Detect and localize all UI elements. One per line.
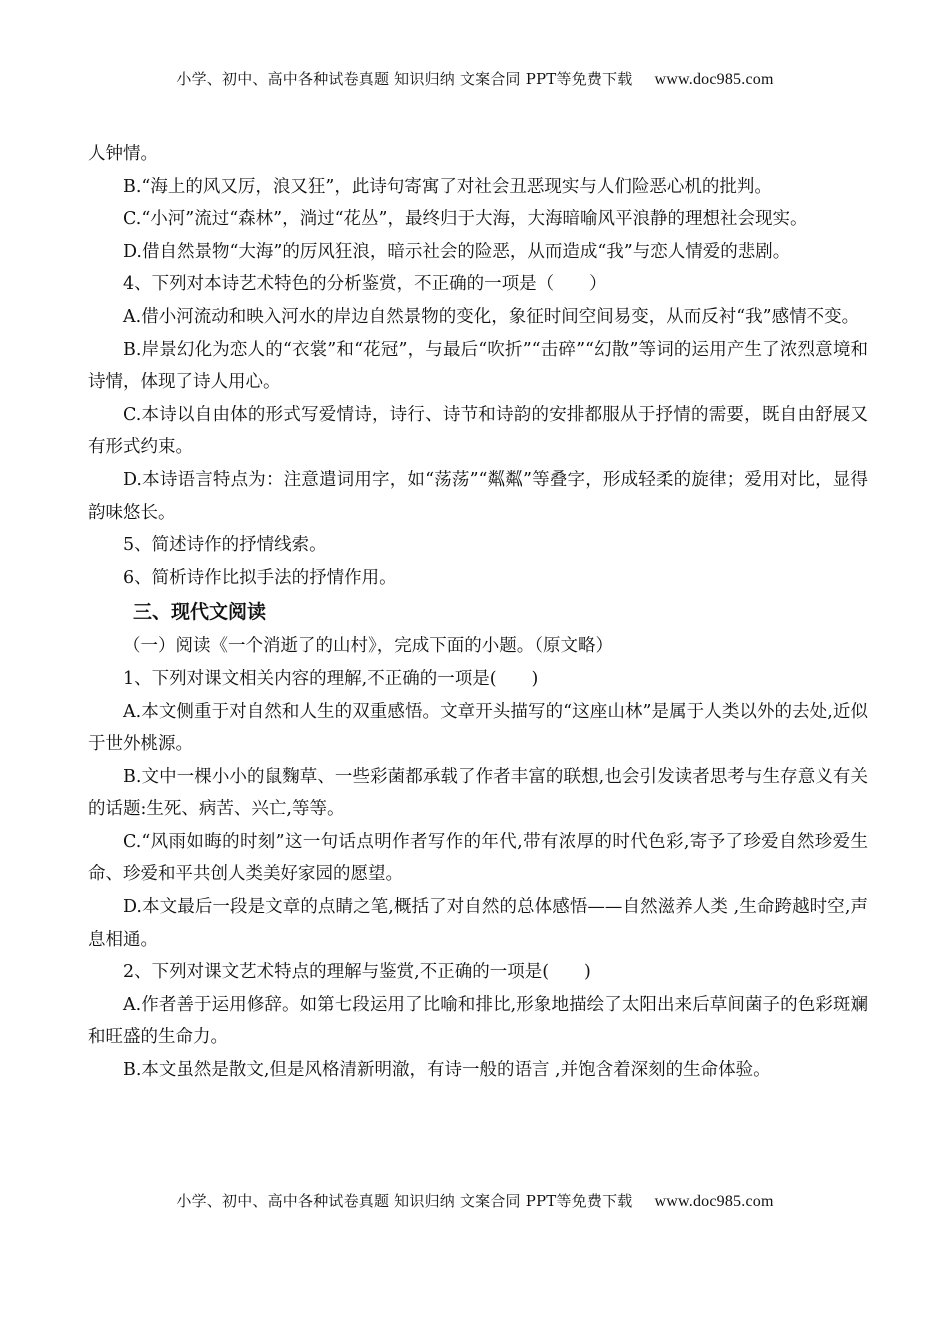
paragraph-line: C.本诗以自由体的形式写爱情诗，诗行、诗节和诗韵的安排都服从于抒情的需要，既自由舒展又有形式约束。	[88, 404, 868, 458]
footer-text: 小学、初中、高中各种试卷真题 知识归纳 文案合同 PPT等免费下载	[176, 1192, 633, 1210]
header-text: 小学、初中、高中各种试卷真题 知识归纳 文案合同 PPT等免费下载	[176, 70, 633, 88]
page-footer	[0, 1190, 950, 1211]
footer-url: www.doc985.com	[654, 1193, 774, 1210]
section-heading: 三、现代文阅读	[133, 601, 267, 624]
paragraph-line: B.“海上的风又厉，浪又狂”，此诗句寄寓了对社会丑恶现实与人们险恶心机的批判。	[123, 176, 772, 197]
question-5: 5、简述诗作的抒情线索。	[123, 535, 327, 556]
header-url: www.doc985.com	[654, 71, 774, 88]
paragraph-line: D.本文最后一段是文章的点睛之笔,概括了对自然的总体感悟——自然滋养人类 ,生命跨越时空,声息相通。	[88, 897, 868, 950]
paragraph-line: A.作者善于运用修辞。如第七段运用了比喻和排比,形象地描绘了太阳出来后草间菌子的色彩斑斓和旺盛的生命力。	[88, 994, 868, 1048]
question-6: 6、简析诗作比拟手法的抒情作用。	[123, 567, 397, 588]
paragraph-line: D.本诗语言特点为：注意遣词用字，如“荡荡”“粼粼”等叠字，形成轻柔的旋律；爱用对比，显得韵味悠长。	[88, 469, 868, 523]
document-body	[88, 138, 868, 1087]
paragraph-line: B.文中一棵小小的鼠麴草、一些彩菌都承载了作者丰富的联想,也会引发读者思考与生存意义有关的话题:生死、病苦、兴亡,等等。	[88, 766, 868, 820]
page-header	[0, 68, 950, 89]
paragraph-line: D.借自然景物“大海”的厉风狂浪，暗示社会的险恶，从而造成“我”与恋人情爱的悲剧。	[123, 241, 791, 262]
question-2: 2、下列对课文艺术特点的理解与鉴赏,不正确的一项是( )	[123, 962, 591, 983]
question-4: 4、下列对本诗艺术特色的分析鉴赏，不正确的一项是（ ）	[123, 274, 607, 295]
paragraph-line: A.本文侧重于对自然和人生的双重感悟。文章开头描写的“这座山林”是属于人类以外的去处,近似于世外桃源。	[88, 701, 868, 755]
question-1: 1、下列对课文相关内容的理解,不正确的一项是( )	[123, 668, 539, 689]
paragraph-line: B.岸景幻化为恋人的“衣裳”和“花冠”，与最后“吹折”“击碎”“幻散”等词的运用产生了浓烈意境和诗情，体现了诗人用心。	[88, 339, 868, 393]
paragraph-line: C.“小河”流过“森林”，淌过“花丛”，最终归于大海，大海暗喻风平浪静的理想社会现实。	[123, 209, 808, 230]
paragraph-line: B.本文虽然是散文,但是风格清新明澈，有诗一般的语言 ,并饱含着深刻的生命体验。	[123, 1060, 771, 1081]
paragraph-line: C.“风雨如晦的时刻”这一句话点明作者写作的年代,带有浓厚的时代色彩,寄予了珍爱自然珍爱生命、珍爱和平共创人类美好家园的愿望。	[88, 831, 868, 885]
reading-intro: （一）阅读《一个消逝了的山村》，完成下面的小题。（原文略）	[123, 636, 613, 657]
paragraph-line: A.借小河流动和映入河水的岸边自然景物的变化，象征时间空间易变，从而反衬“我”感情不变。	[123, 306, 860, 327]
paragraph-line: 人钟情。	[88, 144, 158, 164]
